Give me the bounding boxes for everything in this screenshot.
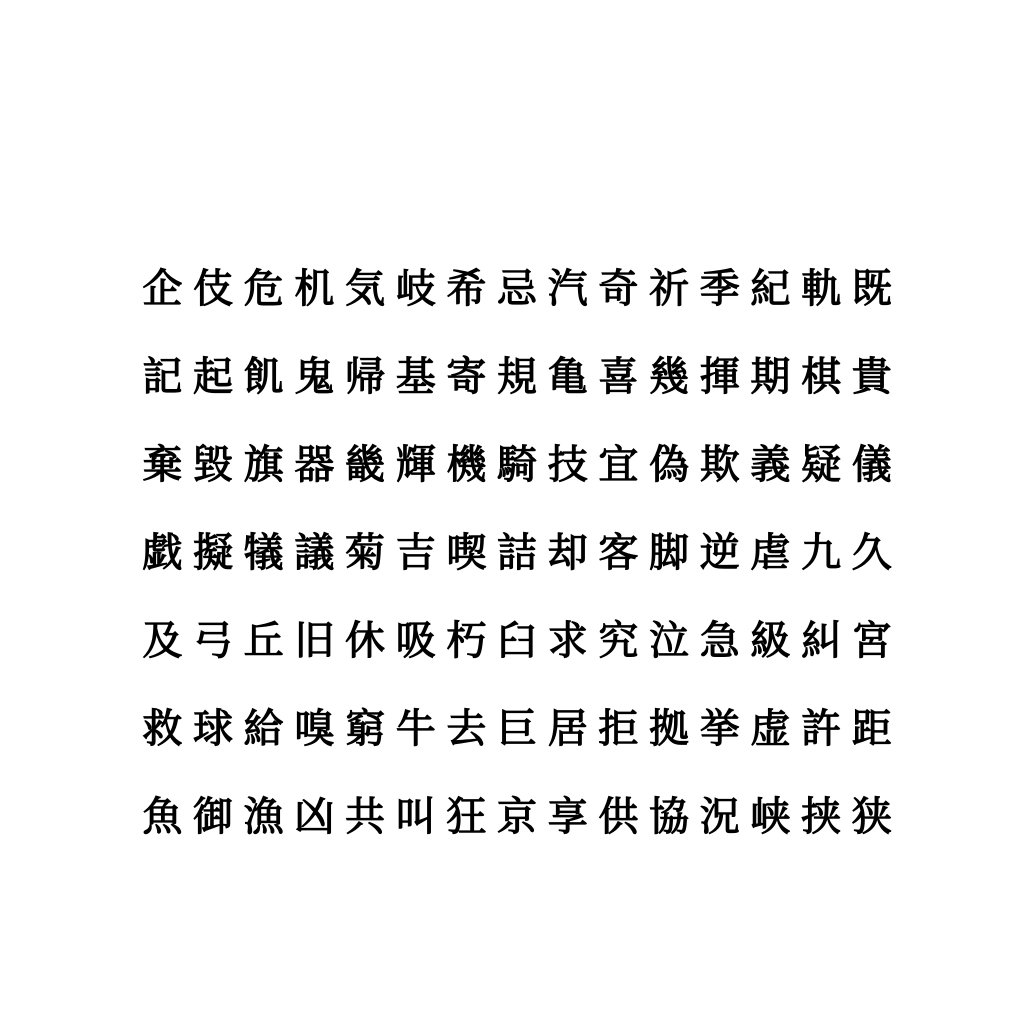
kanji-char: 喫 xyxy=(446,530,487,576)
kanji-char: 記 xyxy=(142,354,183,400)
kanji-char: 机 xyxy=(294,266,335,312)
kanji-char: 急 xyxy=(699,618,740,664)
kanji-char: 共 xyxy=(345,794,386,840)
kanji-char: 球 xyxy=(193,706,233,752)
kanji-row-3 xyxy=(137,440,897,528)
kanji-char: 企 xyxy=(142,266,183,312)
kanji-char: 期 xyxy=(750,354,791,400)
kanji-char: 棋 xyxy=(801,354,842,400)
kanji-char: 休 xyxy=(345,618,386,664)
kanji-char: 奇 xyxy=(598,266,639,312)
kanji-char: 京 xyxy=(497,794,538,840)
kanji-char: 凶 xyxy=(294,794,335,840)
kanji-char: 拒 xyxy=(598,706,639,752)
kanji-char: 機 xyxy=(446,442,487,488)
kanji-char: 距 xyxy=(851,706,892,752)
kanji-row-6 xyxy=(137,704,897,792)
kanji-row-1 xyxy=(137,264,897,352)
kanji-char: 泣 xyxy=(649,618,690,664)
kanji-char: 漁 xyxy=(243,794,284,840)
kanji-char: 許 xyxy=(801,706,842,752)
kanji-char: 拠 xyxy=(649,706,690,752)
kanji-char: 揮 xyxy=(699,354,740,400)
kanji-char: 亀 xyxy=(547,354,588,400)
kanji-char: 祈 xyxy=(649,266,690,312)
kanji-char: 伎 xyxy=(193,266,233,312)
kanji-char: 紀 xyxy=(750,266,791,312)
kanji-char: 危 xyxy=(243,266,284,312)
kanji-char: 儀 xyxy=(851,442,892,488)
kanji-char: 吸 xyxy=(395,618,436,664)
kanji-char: 帰 xyxy=(345,354,386,400)
kanji-char: 犠 xyxy=(243,530,284,576)
kanji-char: 救 xyxy=(142,706,183,752)
kanji-char: 貴 xyxy=(851,354,892,400)
kanji-char: 輝 xyxy=(395,442,436,488)
kanji-char: 牛 xyxy=(395,706,436,752)
kanji-char: 逆 xyxy=(699,530,740,576)
kanji-char: 及 xyxy=(142,618,183,664)
kanji-char: 旗 xyxy=(243,442,284,488)
kanji-char: 鬼 xyxy=(294,354,335,400)
kanji-char: 脚 xyxy=(649,530,690,576)
kanji-char: 宮 xyxy=(851,618,892,664)
kanji-char: 級 xyxy=(750,618,791,664)
kanji-char: 飢 xyxy=(243,354,284,400)
kanji-char: 況 xyxy=(699,794,740,840)
kanji-row-2 xyxy=(137,352,897,440)
kanji-char: 規 xyxy=(497,354,538,400)
kanji-char: 幾 xyxy=(649,354,690,400)
kanji-char: 寄 xyxy=(446,354,487,400)
kanji-char: 毀 xyxy=(193,442,233,488)
kanji-char: 峡 xyxy=(750,794,791,840)
kanji-char: 朽 xyxy=(446,618,487,664)
kanji-char: 求 xyxy=(547,618,588,664)
kanji-char: 狂 xyxy=(446,794,487,840)
kanji-char: 挙 xyxy=(699,706,740,752)
kanji-char: 九 xyxy=(801,530,842,576)
kanji-char: 窮 xyxy=(345,706,386,752)
kanji-char: 希 xyxy=(446,266,487,312)
kanji-char: 巨 xyxy=(497,706,538,752)
kanji-char: 戯 xyxy=(142,530,183,576)
kanji-char: 季 xyxy=(699,266,740,312)
kanji-grid xyxy=(137,264,897,880)
kanji-char: 虚 xyxy=(750,706,791,752)
kanji-char: 御 xyxy=(193,794,233,840)
kanji-char: 去 xyxy=(446,706,487,752)
kanji-char: 給 xyxy=(243,706,284,752)
kanji-char: 義 xyxy=(750,442,791,488)
kanji-char: 忌 xyxy=(497,266,538,312)
kanji-char: 既 xyxy=(851,266,892,312)
kanji-char: 擬 xyxy=(193,530,233,576)
kanji-char: 偽 xyxy=(649,442,690,488)
kanji-char: 起 xyxy=(193,354,233,400)
kanji-char: 岐 xyxy=(395,266,436,312)
kanji-char: 協 xyxy=(649,794,690,840)
kanji-char: 基 xyxy=(395,354,436,400)
kanji-char: 居 xyxy=(547,706,588,752)
kanji-char: 棄 xyxy=(142,442,183,488)
kanji-char: 臼 xyxy=(497,618,538,664)
kanji-char: 魚 xyxy=(142,794,183,840)
kanji-char: 詰 xyxy=(497,530,538,576)
kanji-char: 器 xyxy=(294,442,335,488)
kanji-char: 疑 xyxy=(801,442,842,488)
kanji-char: 畿 xyxy=(345,442,386,488)
kanji-char: 弓 xyxy=(193,618,233,664)
kanji-char: 喜 xyxy=(598,354,639,400)
kanji-char: 旧 xyxy=(294,618,335,664)
kanji-row-5 xyxy=(137,616,897,704)
kanji-char: 丘 xyxy=(243,618,284,664)
kanji-row-7 xyxy=(137,792,897,880)
kanji-char: 議 xyxy=(294,530,335,576)
kanji-char: 供 xyxy=(598,794,639,840)
kanji-char: 軌 xyxy=(801,266,842,312)
kanji-char: 汽 xyxy=(547,266,588,312)
kanji-char: 宜 xyxy=(598,442,639,488)
kanji-char: 叫 xyxy=(395,794,436,840)
kanji-char: 欺 xyxy=(699,442,740,488)
kanji-char: 技 xyxy=(547,442,588,488)
kanji-char: 久 xyxy=(851,530,892,576)
kanji-char: 虐 xyxy=(750,530,791,576)
kanji-char: 却 xyxy=(547,530,588,576)
kanji-char: 騎 xyxy=(497,442,538,488)
kanji-char: 吉 xyxy=(395,530,436,576)
kanji-char: 菊 xyxy=(345,530,386,576)
kanji-row-4 xyxy=(137,528,897,616)
kanji-char: 狭 xyxy=(851,794,892,840)
kanji-char: 享 xyxy=(547,794,588,840)
kanji-char: 気 xyxy=(345,266,386,312)
kanji-char: 嗅 xyxy=(294,706,335,752)
kanji-char: 客 xyxy=(598,530,639,576)
kanji-char: 究 xyxy=(598,618,639,664)
kanji-char: 糾 xyxy=(801,618,842,664)
kanji-char: 挟 xyxy=(801,794,842,840)
